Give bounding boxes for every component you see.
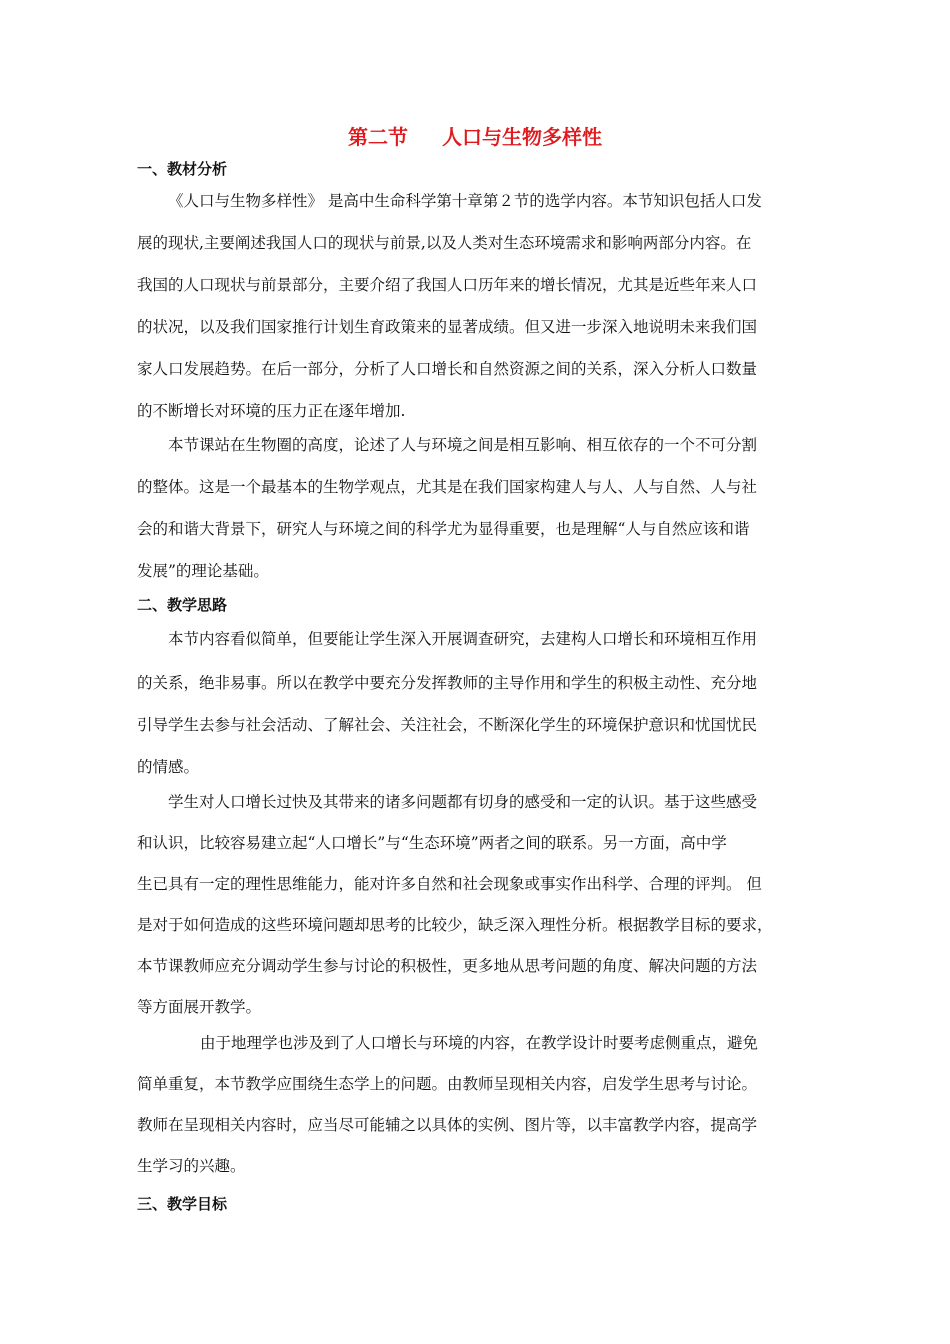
paragraph-line: 教师在呈现相关内容时，应当尽可能辅之以具体的实例、图片等，以丰富教学内容，提高学 — [137, 1116, 758, 1134]
paragraph-line: 本节课教师应充分调动学生参与讨论的积极性，更多地从思考问题的角度、解决问题的方法 — [137, 957, 758, 975]
paragraph-line: 等方面展开教学。 — [137, 998, 262, 1016]
paragraph-line: 我国的人口现状与前景部分，主要介绍了我国人口历年来的增长情况，尤其是近些年来人口 — [137, 276, 758, 294]
paragraph-line: 引导学生去参与社会活动、了解社会、关注社会，不断深化学生的环境保护意识和忧国忧民 — [137, 716, 758, 734]
paragraph-line: 是对于如何造成的这些环境问题却思考的比较少，缺乏深入理性分析。根据教学目标的要求， — [137, 916, 773, 934]
section-heading-3: 三、教学目标 — [137, 1195, 228, 1213]
paragraph-line: 会的和谐大背景下，研究人与环境之间的科学尤为显得重要，也是理解“人与自然应该和谐 — [137, 520, 750, 538]
paragraph-line: 家人口发展趋势。在后一部分，分析了人口增长和自然资源之间的关系，深入分析人口数量 — [137, 360, 758, 378]
paragraph-line: 的状况，以及我们国家推行计划生育政策来的显著成绩。但又进一步深入地说明未来我们国 — [137, 318, 758, 336]
section-heading-2: 二、教学思路 — [137, 596, 228, 614]
paragraph-line: 的关系，绝非易事。所以在教学中要充分发挥教师的主导作用和学生的积极主动性、充分地 — [137, 674, 758, 692]
paragraph-line: 《人口与生物多样性》 是高中生命科学第十章第２节的选学内容。本节知识包括人口发 — [168, 192, 762, 210]
paragraph-line: 简单重复，本节教学应围绕生态学上的问题。由教师呈现相关内容，启发学生思考与讨论。 — [137, 1075, 758, 1093]
paragraph-line: 和认识，比较容易建立起“人口增长”与“生态环境”两者之间的联系。另一方面，高中学 — [137, 834, 727, 852]
paragraph-line: 发展”的理论基础。 — [137, 562, 269, 580]
paragraph-line: 的整体。这是一个最基本的生物学观点，尤其是在我们国家构建人与人、人与自然、人与社 — [137, 478, 758, 496]
paragraph-line: 学生对人口增长过快及其带来的诸多问题都有切身的感受和一定的认识。基于这些感受 — [168, 793, 758, 811]
paragraph-line: 本节课站在生物圈的高度，论述了人与环境之间是相互影响、相互依存的一个不可分割 — [168, 436, 758, 454]
paragraph-line: 由于地理学也涉及到了人口增长与环境的内容，在教学设计时要考虑侧重点，避免 — [200, 1034, 759, 1052]
paragraph-line: 的情感。 — [137, 758, 200, 776]
paragraph-line: 的不断增长对环境的压力正在逐年增加. — [137, 402, 406, 420]
paragraph-line: 展的现状,主要阐述我国人口的现状与前景,以及人类对生态环境需求和影响两部分内容。在 — [137, 234, 752, 252]
page-title: 第二节 人口与生物多样性 — [348, 125, 602, 149]
paragraph-line: 生学习的兴趣。 — [137, 1157, 246, 1175]
paragraph-line: 本节内容看似简单，但要能让学生深入开展调查研究，去建构人口增长和环境相互作用 — [168, 630, 758, 648]
paragraph-line: 生已具有一定的理性思维能力，能对许多自然和社会现象或事实作出科学、合理的评判。 但 — [137, 875, 762, 893]
section-heading-1: 一、教材分析 — [137, 160, 228, 178]
